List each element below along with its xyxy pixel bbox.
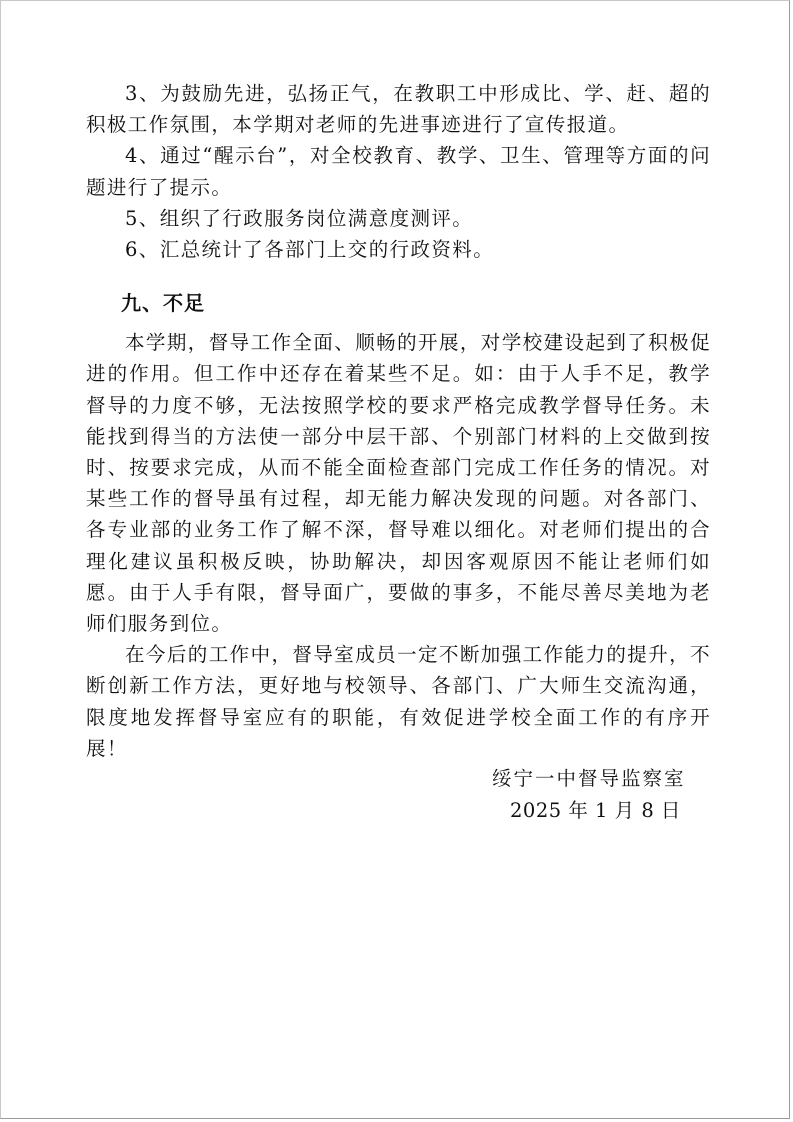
list-item: 6、汇总统计了各部门上交的行政资料。 <box>125 238 495 262</box>
list-item: 4、通过“醒示台”，对全校教育、教学、卫生、管理等方面的问题进行了提示。 <box>86 144 711 199</box>
signature-date: 2025 年 1 月 8 日 <box>510 799 681 822</box>
list-item: 3、为鼓励先进，弘扬正气，在教职工中形成比、学、赶、超的积极工作氛围，本学期对老师的先进事迹进行了宣传报道。 <box>86 82 711 137</box>
signature-organization: 绥宁一中督导监察室 <box>492 767 686 790</box>
body-paragraph: 本学期，督导工作全面、顺畅的开展，对学校建设起到了积极促进的作用。但工作中还存在着某些不足。如：由于人手不足，教学督导的力度不够，无法按照学校的要求严格完成教学督导任务。未能找到得当的方法使一部分中层干部、个别部门材料的上交做到按时、按要求完成，从而不能全面检查部门完成工作任务的情况。对某些工作的督导虽有过程，却无能力解决发现的问题。对各部门、各专业部的业务工作了解不深，督导难以细化。对老师们提出的合理化建议虽积极反映，协助解决，却因客观原因不能让老师们如愿。由于人手有限，督导面广，要做的事多，不能尽善尽美地为老师们服务到位。 <box>86 331 711 636</box>
body-paragraph: 在今后的工作中，督导室成员一定不断加强工作能力的提升，不断创新工作方法，更好地与校领导、各部门、广大师生交流沟通，限度地发挥督导室应有的职能，有效促进学校全面工作的有序开展！ <box>86 643 711 760</box>
list-item: 5、组织了行政服务岗位满意度测评。 <box>125 206 474 230</box>
section-heading: 九、不足 <box>121 291 205 316</box>
document-body <box>86 78 711 764</box>
